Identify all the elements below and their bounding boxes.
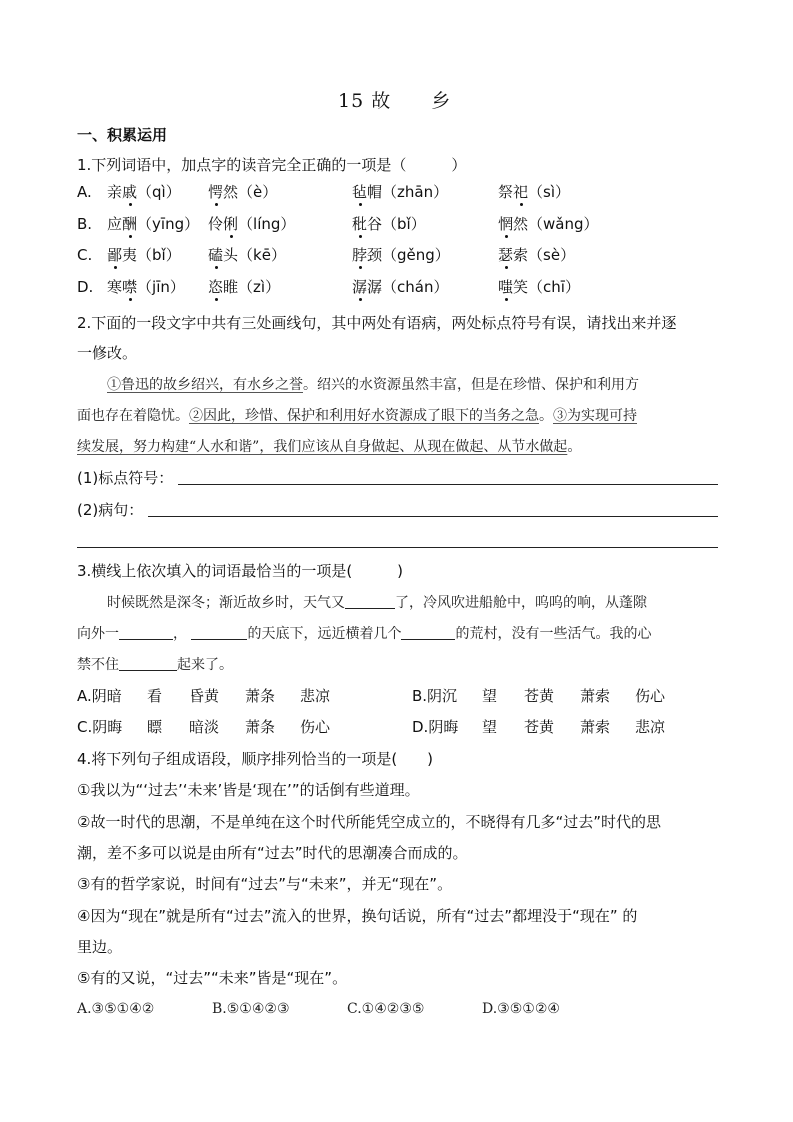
question-3-stem: 3.横线上依次填入的词语最恰当的一项是( ) [77,562,404,580]
q1-word: 鄙夷（bǐ） [107,246,181,264]
passage-line-2: 面也存在着隐忧。②因此，珍惜、保护和利用好水资源成了眼下的当务之急。③为实现可持 [77,408,637,424]
dotted-character: 潺 [352,278,368,296]
answer-2-line[interactable] [148,516,718,517]
fill-blank-2[interactable] [119,625,173,640]
q3-option-word: 望 [482,718,498,736]
q4-option[interactable]: B.⑤①④②③ [212,1001,290,1017]
q1-word: 瑟索（sè） [498,246,576,264]
dotted-character: 恣 [208,278,224,296]
q4-option[interactable]: D.③⑤①②④ [482,1001,560,1017]
q3-option-word: 暗淡 [189,718,220,736]
q3-option-word: 苍黄 [524,718,555,736]
q3-option-label[interactable]: B.阴沉 [412,687,458,705]
sentence-2-line2: 潮，差不多可以说是由所有“过去”时代的思潮凑合而成的。 [77,844,468,862]
underlined-sentence-3-cont: 续发展，努力构建“人水和谐”，我们应该从自身做起、从现在做起、从节水做起 [77,439,568,455]
question-4-stem: 4.将下列句子组成语段，顺序排列恰当的一项是( ) [77,750,434,768]
sentence-4-line1: ④因为“现在”就是所有“过去”流入的世界，换句话说，所有“过去”都埋没于“现在” 的 [77,907,638,925]
fill-blank-5[interactable] [119,656,177,671]
q3-option-word: 伤心 [635,687,666,705]
pinyin: （wǎng） [528,215,599,233]
q3-passage-line-3: 禁不住 起来了。 [77,657,233,673]
answer-1-line[interactable] [178,484,718,485]
pinyin: （sè） [528,246,576,264]
q1-option-label[interactable]: A. [77,183,92,201]
sentence-2-line1: ②故一时代的思潮，不是单纯在这个时代所能凭空成立的，不晓得有几多“过去”时代的思 [77,813,661,831]
q1-word: 恣睢（zì） [208,278,281,296]
sentence-4-line2: 里边。 [77,938,123,956]
q3-option-word: 悲凉 [300,687,331,705]
fill-blank-3[interactable] [191,625,247,640]
pinyin: （sì） [528,183,571,201]
q1-word: 脖颈（gěng） [352,246,450,264]
dotted-character: 磕 [208,246,224,264]
q3-option-word: 看 [147,687,163,705]
underlined-sentence-3: ③为实现可持 [553,408,637,424]
q3-option-word: 悲凉 [635,718,666,736]
q1-word: 伶俐（líng） [208,215,296,233]
section-heading: 一、积累运用 [77,126,168,144]
q1-word: 磕头（kē） [208,246,286,264]
sentence-1: ①我以为“‘过去’‘未来’皆是‘现在’”的话倒有些道理。 [77,781,420,799]
q3-option-label[interactable]: C.阴晦 [77,718,123,736]
pinyin: （bǐ） [382,215,426,233]
dotted-character: 嗤 [498,278,514,296]
pinyin: （líng） [238,215,296,233]
page-title: 15 故 乡 [338,90,452,112]
question-2-stem-line1: 2.下面的一段文字中共有三处画线句，其中两处有语病，两处标点符号有误，请找出来并逐 [77,314,677,332]
q1-option-label[interactable]: B. [77,215,93,233]
pinyin: （bǐ） [137,246,181,264]
pinyin: （gěng） [382,246,450,264]
dotted-character: 戚 [122,183,138,201]
q1-word: 潺潺（chán） [352,278,449,296]
q3-option-word: 望 [482,687,498,705]
dotted-character: 毡 [352,183,368,201]
q3-option-word: 瞟 [147,718,163,736]
dotted-character: 秕 [352,215,368,233]
dotted-character: 酬 [122,215,138,233]
q1-word: 寒噤（jīn） [107,278,185,296]
answer-2-line-extra[interactable] [77,547,718,548]
q4-option[interactable]: A.③⑤①④② [77,1001,155,1017]
q1-word: 秕谷（bǐ） [352,215,426,233]
sentence-5: ⑤有的又说，“过去”“未来”皆是“现在”。 [77,969,348,987]
q3-option-word: 伤心 [300,718,331,736]
q1-word: 亲戚（qì） [107,183,181,201]
answer-1-label: (1)标点符号： [77,469,174,487]
question-1-stem: 1.下列词语中，加点字的读音完全正确的一项是（ ） [77,156,467,174]
q3-option-word: 苍黄 [524,687,555,705]
q1-option-label[interactable]: C. [77,246,93,264]
pinyin: （zhān） [382,183,449,201]
pinyin: （yīng） [137,215,200,233]
dotted-character: 瑟 [498,246,514,264]
q4-option[interactable]: C.①④②③⑤ [347,1001,425,1017]
sentence-3: ③有的哲学家说，时间有“过去”与“未来”，并无“现在”。 [77,875,453,893]
dotted-character: 脖 [352,246,368,264]
dotted-character: 祀 [513,183,529,201]
dotted-character: 惘 [498,215,514,233]
passage-line-1: ①鲁迅的故乡绍兴，有水乡之誉。绍兴的水资源虽然丰富，但是在珍惜、保护和利用方 [107,377,639,393]
q3-option-label[interactable]: D.阴晦 [412,718,459,736]
q3-option-word: 萧索 [580,687,611,705]
dotted-character: 俐 [223,215,239,233]
q1-word: 惘然（wǎng） [498,215,599,233]
q3-option-word: 萧索 [580,718,611,736]
pinyin: （qì） [137,183,181,201]
pinyin: （jīn） [137,278,185,296]
pinyin: （chán） [382,278,449,296]
pinyin: （è） [238,183,278,201]
q3-option-word: 萧条 [245,718,276,736]
underlined-sentence-1: ①鲁迅的故乡绍兴，有水乡之誉 [107,377,303,393]
q1-word: 嗤笑（chī） [498,278,580,296]
passage-line-3: 续发展，努力构建“人水和谐”，我们应该从自身做起、从现在做起、从节水做起。 [77,439,582,455]
fill-blank-4[interactable] [401,625,455,640]
question-2-stem-line2: 一修改。 [77,344,138,362]
q3-option-word: 萧条 [245,687,276,705]
dotted-character: 鄙 [107,246,123,264]
fill-blank-1[interactable] [345,594,395,609]
q1-word: 祭祀（sì） [498,183,571,201]
answer-2-label: (2)病句： [77,501,144,519]
pinyin: （kē） [238,246,286,264]
underlined-sentence-2: ②因此，珍惜、保护和利用好水资源成了眼下的当务之急 [189,408,539,424]
q3-passage-line-2: 向外一 ， 的天底下，远近横着几个 的荒村，没有一些活气。我的心 [77,626,652,642]
pinyin: （zì） [238,278,281,296]
q1-word: 毡帽（zhān） [352,183,449,201]
dotted-character: 愕 [208,183,224,201]
q3-option-word: 昏黄 [189,687,220,705]
q1-word: 应酬（yīng） [107,215,200,233]
q3-option-label[interactable]: A.阴暗 [77,687,122,705]
pinyin: （chī） [528,278,580,296]
q1-option-label[interactable]: D. [77,278,94,296]
q3-passage-line-1: 时候既然是深冬；渐近故乡时，天气又 了，冷风吹进船舱中，呜呜的响，从蓬隙 [107,595,647,611]
dotted-character: 噤 [122,278,138,296]
q1-word: 愕然（è） [208,183,278,201]
